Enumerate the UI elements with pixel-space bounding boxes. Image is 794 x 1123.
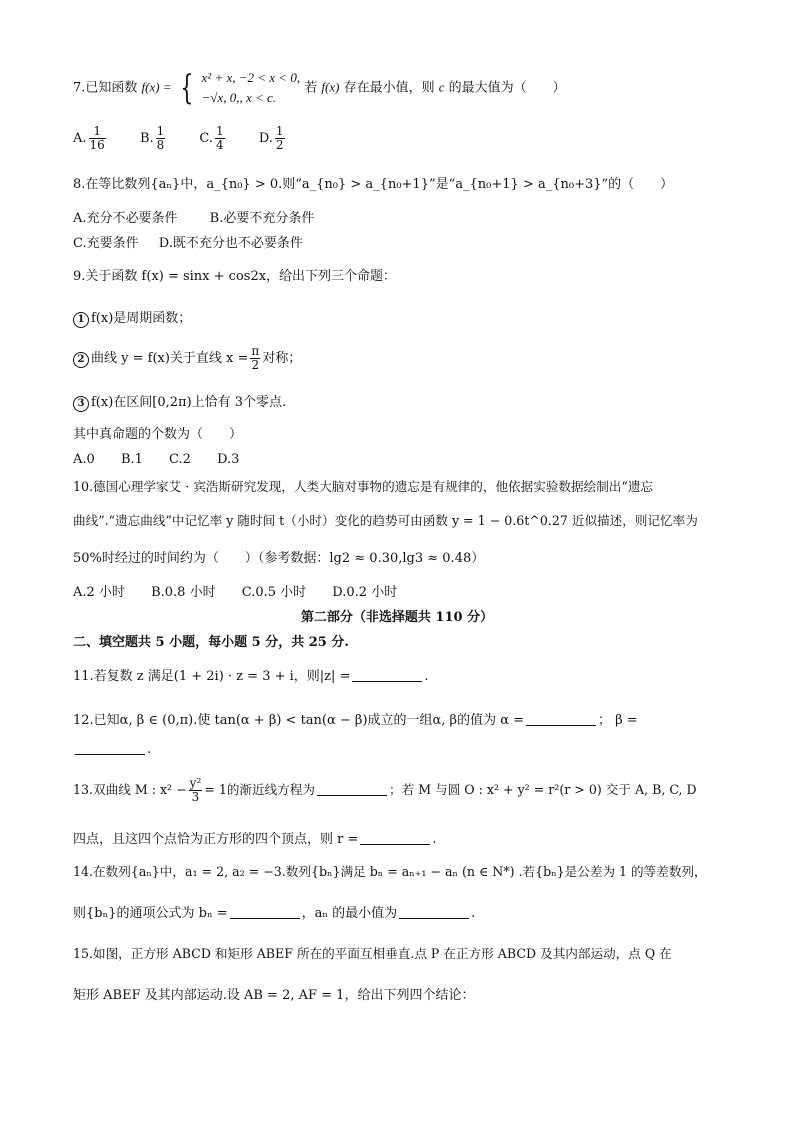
- q12-beta-blank[interactable]: [75, 740, 145, 755]
- q9-item-3-text: f(x)在区间[0,2π)上恰有 3个零点.: [91, 395, 287, 410]
- q9-item-1: [73, 310, 191, 328]
- q8-option-c: C.充要条件: [73, 236, 139, 251]
- q10-option-d: D.0.2 小时: [332, 585, 398, 600]
- circled-number-2: 2: [73, 352, 89, 368]
- q9-option-a: A.0: [73, 452, 95, 467]
- q14-line2-c: .: [471, 906, 476, 921]
- circled-number-3: 3: [73, 396, 89, 412]
- q7-case-1: x² + x, −2 < x < 0,: [201, 70, 301, 85]
- q12-stem: [73, 711, 638, 730]
- q9-option-c: C.2: [169, 452, 191, 467]
- q10-line-3: 50%时经过的时间约为（ ）（参考数据：lg2 ≈ 0.30,lg3 ≈ 0.48）: [73, 551, 485, 566]
- q7-option-a: A. $\frac{1}{16}$: [73, 124, 105, 152]
- q7-options: [73, 125, 315, 152]
- q14-bn-blank[interactable]: [230, 904, 300, 919]
- q7-option-b: B. $\frac{1}{8}$: [139, 124, 165, 152]
- q10-line-2: 曲线”.“遗忘曲线”中记忆率 y 随时间 t（小时）变化的趋势可由函数 y = 1 − 0.6t^0.27 近似描述，则记忆率为: [73, 513, 698, 528]
- q10-line-1: 10.德国心理学家艾 · 宾浩斯研究发现，人类大脑对事物的遗忘是有规律的，他依据实验数据绘制出“遗忘: [73, 479, 654, 494]
- q9-item-3: [73, 394, 286, 412]
- q8-option-b: B.必要不充分条件: [209, 211, 315, 226]
- q9-item-1-text: f(x)是周期函数；: [91, 311, 192, 326]
- q7-case-2: −√x, 0,, x < c.: [201, 90, 277, 105]
- q7-brace: {: [180, 68, 194, 108]
- q10-option-b: B.0.8 小时: [151, 585, 216, 600]
- q11-text-b: .: [424, 669, 429, 684]
- q7-option-c: C. $\frac{1}{4}$: [199, 124, 224, 152]
- circled-number-1: 1: [73, 312, 89, 328]
- q7-text-d: 的最大值为（ ）: [448, 80, 566, 96]
- q9-options: [73, 451, 267, 469]
- q11-answer-blank[interactable]: [352, 667, 422, 682]
- q13-r-blank[interactable]: [360, 830, 430, 845]
- q15-line-2: 矩形 ABEF 及其内部运动.设 AB = 2, AF = 1，给出下列四个结论：: [73, 988, 475, 1003]
- q13-asymptote-blank[interactable]: [317, 781, 387, 796]
- q8-option-a: A.充分不必要条件: [73, 211, 178, 226]
- q11-text-a: 11.若复数 z 满足(1 + 2i) · z = 3 + i，则|z| =: [73, 669, 351, 684]
- q8-options-row-2: [73, 235, 331, 253]
- q13-line2-a: 四点，且这四个点恰为正方形的四个顶点，则 r =: [73, 832, 359, 847]
- q7-text-b: 若: [304, 80, 318, 96]
- q9-item-2-text-a: 曲线 y = f(x)关于直线 x =: [91, 351, 249, 366]
- q11-stem: [73, 667, 429, 686]
- q12-text-b: ； β =: [598, 713, 638, 728]
- q9-stem: 9.关于函数 f(x) = sinx + cos2x，给出下列三个命题：: [73, 269, 397, 284]
- q8-stem: 8.在等比数列{aₙ}中，a_{n₀} > 0.则“a_{n₀} > a_{n₀+1}”是“a_{n₀+1} > a_{n₀+3}”的（ ）: [73, 177, 674, 192]
- q7-option-d: D. $\frac{1}{2}$: [258, 124, 284, 152]
- q9-option-d: D.3: [217, 452, 240, 467]
- q7-stem: [73, 68, 566, 108]
- q7-text-c: 存在最小值，则: [343, 80, 435, 96]
- q14-line2-b: ，aₙ 的最小值为: [301, 906, 398, 921]
- q10-option-c: C.0.5 小时: [241, 585, 307, 600]
- q13-line-2: [73, 830, 437, 849]
- part2-title: 第二部分（非选择题共 110 分）: [300, 610, 494, 625]
- q13-frac: $\frac{\text{y²}}{3}$: [189, 776, 202, 804]
- q15-line-1: 15.如图，正方形 ABCD 和矩形 ABEF 所在的平面互相垂直.点 P 在正方形 ABCD 及其内部运动，点 Q 在: [73, 946, 672, 961]
- q14-line-2: [73, 904, 475, 923]
- q9-question: 其中真命题的个数为（ ）: [73, 427, 243, 442]
- q12-line-2: [73, 740, 151, 759]
- q13-line2-b: .: [432, 832, 437, 847]
- q10-option-a: A.2 小时: [73, 585, 125, 600]
- q7-c: c: [438, 79, 445, 95]
- q9-item-2-frac: $\frac{\pi}{2}$: [251, 344, 260, 372]
- q7-fx: f(x) =: [141, 79, 172, 95]
- q8-options-row-1: [73, 210, 342, 228]
- q12-text-a: 12.已知α, β ∈ (0,π).使 tan(α + β) < tan(α − β)成立的一组α, β的值为 α =: [73, 713, 525, 728]
- q14-line-1: 14.在数列{aₙ}中，a₁ = 2, a₂ = −3.数列{bₙ}满足 bₙ = aₙ₊₁ − aₙ (n ∈ N*) .若{bₙ}是公差为 1 的等差数列，: [73, 864, 707, 879]
- q8-option-d: D.既不充分也不必要条件: [158, 236, 303, 251]
- q9-item-2-text-b: 对称；: [262, 351, 302, 366]
- q14-min-blank[interactable]: [399, 904, 469, 919]
- q9-option-b: B.1: [120, 452, 143, 467]
- q12-alpha-blank[interactable]: [526, 711, 596, 726]
- q13-stem: [73, 776, 697, 804]
- q13-text-a: 13.双曲线 M : x² −: [73, 782, 187, 797]
- section-heading: 二、填空题共 5 小题，每小题 5 分，共 25 分.: [73, 635, 349, 650]
- q7-cases: [202, 68, 301, 108]
- q13-text-c: ；若 M 与圆 O : x² + y² = r²(r > 0) 交于 A, B, C, D: [389, 782, 697, 797]
- q7-text-a: 7.已知函数: [73, 80, 138, 96]
- q12-text-c: .: [147, 742, 152, 757]
- q13-text-b: = 1的渐近线方程为: [204, 782, 315, 797]
- q14-line2-a: 则{bₙ}的通项公式为 bₙ =: [73, 906, 228, 921]
- q9-item-2: [73, 345, 301, 373]
- q7-fx2: f(x): [321, 79, 340, 95]
- q10-options: [73, 584, 425, 602]
